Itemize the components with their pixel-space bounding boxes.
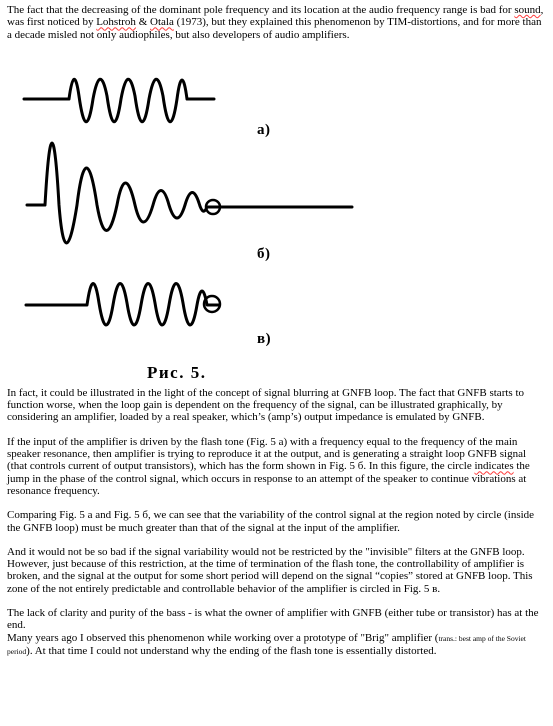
- document-page: [7, 4, 548, 658]
- paragraph-6-text-2: ). At that time I could not understand why the ending of the flash tone is essentially distorted.: [26, 644, 437, 657]
- spellcheck-word-sound: sound: [514, 4, 541, 16]
- paragraph-1: In fact, it could be illustrated in the light of the concept of signal blurring at GNFB loop. The fact that GNFB starts to function worse, when the loop gain is dependent on the frequency of the signal, can be illustrated graphically, by considering an amplifier, loaded by a real speaker, which’s (amp’s) output impedance is emulated by GNFB.: [7, 386, 524, 424]
- figure-caption: Рис. 5.: [147, 362, 207, 382]
- paragraph-2-text: If the input of the amplifier is driven by the flash tone (Fig. 5 a) with a frequency equal to the frequency of the main speaker resonance, then amplifier is trying to reproduce it at the output, and is generating a straight loop GNFB signal (that controls current of output transistors), which has the form shown in Fig. 5 б. In this figure, the circle: [7, 435, 527, 473]
- figure-label-a: а): [257, 121, 271, 138]
- spellcheck-word-otala: Otala: [150, 16, 174, 29]
- figure-label-v: в): [257, 330, 272, 347]
- waveform-a: [24, 79, 214, 122]
- intro-text-1: The fact that the decreasing of the dominant pole frequency and its location at the audio frequency range is bad for: [7, 4, 515, 16]
- paragraph-6: [7, 632, 548, 659]
- intro-text-2: , was first noticed by: [7, 4, 544, 29]
- paragraph-4: And it would not be so bad if the signal variability would not be restricted by the "invisible" filters at the GNFB loop. However, just because of this restriction, at the time of termination of the flash tone, the controllability of amplifier is broken, and the signal at the output for some short period will depend on the signal “copies” stored at GNFB loop. This zone of the not entirely predictable and controllable behavior of the amplifier is circled in Fig. 5 в.: [7, 545, 533, 595]
- spellcheck-word-indicates: indicates: [474, 460, 514, 473]
- waveform-diagram: [7, 41, 548, 387]
- spellcheck-word-lohstroh: Lohstroh: [96, 16, 136, 29]
- waveform-b: [27, 143, 352, 243]
- intro-text-3: (1973), but they explained this phenomenon by TIM-distortions, and for more than a decade misled not only audiophiles, but also developers of audio amplifiers.: [7, 16, 542, 41]
- figure-label-b: б): [257, 245, 271, 262]
- intro-paragraph: [7, 4, 548, 41]
- paragraph-6-text-1: Many years ago I observed this phenomenon while working over a prototype of "Brig" amplifier (: [7, 631, 439, 644]
- figure-5: [7, 41, 548, 387]
- paragraph-3: Comparing Fig. 5 a and Fig. 5 б, we can see that the variability of the control signal at the region noted by circle (inside the GNFB loop) must be much greater than that of the signal at the input of the amplifier.: [7, 509, 535, 534]
- paragraph-5: The lack of clarity and purity of the bass - is what the owner of amplifier with GNFB (either tube or transistor) has at the end.: [7, 607, 539, 632]
- waveform-v: [26, 283, 219, 325]
- paragraph-2: [7, 436, 548, 497]
- paragraph-2-rest: the jump in the phase of the control signal, which occurs in response to an attempt of the speaker to continue vibrations at resonance frequency.: [7, 460, 530, 497]
- translator-note: trans.: best amp of the Soviet period: [7, 633, 526, 656]
- intro-text-amp: &: [135, 16, 150, 29]
